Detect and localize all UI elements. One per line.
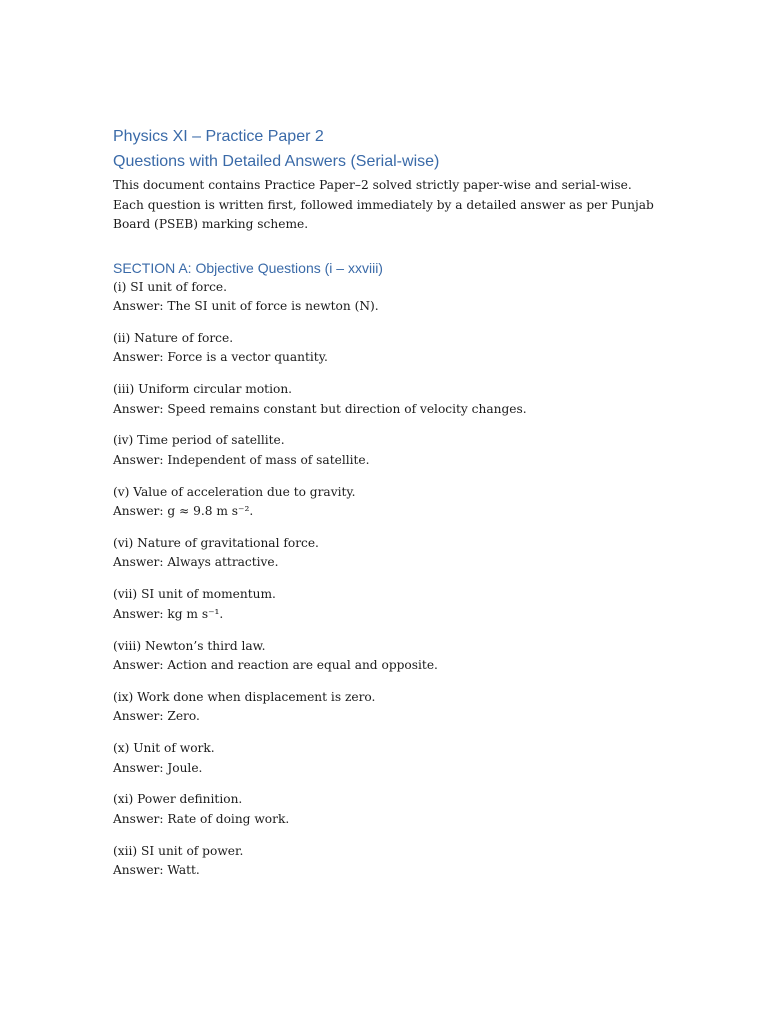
question-text: (vii) SI unit of momentum. <box>113 587 276 602</box>
question-answer-list <box>113 278 673 881</box>
answer-text: Answer: Force is a vector quantity. <box>113 350 328 365</box>
question-text: (x) Unit of work. <box>113 741 215 756</box>
question-text: (i) SI unit of force. <box>113 279 227 294</box>
answer-text: Answer: The SI unit of force is newton (N). <box>113 299 379 313</box>
answer-text: Answer: g ≈ 9.8 m s⁻². <box>113 504 254 519</box>
answer-text: Answer: Action and reaction are equal and opposite. <box>113 658 438 673</box>
list-item <box>113 790 673 829</box>
list-item <box>113 534 673 573</box>
list-item <box>113 278 673 317</box>
list-item <box>113 431 673 470</box>
question-text: (vi) Nature of gravitational force. <box>113 535 319 550</box>
question-text: (iv) Time period of satellite. <box>113 433 285 448</box>
answer-text: Answer: Speed remains constant but direction of velocity changes. <box>113 401 527 416</box>
question-text: (xii) SI unit of power. <box>113 843 244 858</box>
answer-text: Answer: Watt. <box>113 863 200 878</box>
answer-text: Answer: Always attractive. <box>113 555 279 570</box>
list-item <box>113 739 673 778</box>
list-item <box>113 688 673 727</box>
question-text: (ix) Work done when displacement is zero. <box>113 689 376 704</box>
section-a-heading: SECTION A: Objective Questions (i – xxviii) <box>113 259 383 276</box>
list-item <box>113 483 673 522</box>
answer-text: Answer: Zero. <box>113 709 200 724</box>
document-subtitle: Questions with Detailed Answers (Serial-wise) <box>113 153 440 170</box>
intro-line: Board (PSEB) marking scheme. <box>113 217 309 231</box>
answer-text: Answer: Independent of mass of satellite. <box>113 452 370 467</box>
answer-text: Answer: Rate of doing work. <box>113 811 290 826</box>
list-item <box>113 842 673 881</box>
list-item <box>113 380 673 419</box>
list-item <box>113 585 673 624</box>
document-page <box>113 124 673 893</box>
question-text: (iii) Uniform circular motion. <box>113 382 293 397</box>
list-item <box>113 329 673 368</box>
document-title: Physics XI – Practice Paper 2 <box>113 128 324 145</box>
question-text: (viii) Newton’s third law. <box>113 638 266 653</box>
question-text: (xi) Power definition. <box>113 792 243 807</box>
question-text: (v) Value of acceleration due to gravity. <box>113 484 356 499</box>
intro-paragraph <box>113 176 673 235</box>
answer-text: Answer: kg m s⁻¹. <box>113 606 224 621</box>
question-text: (ii) Nature of force. <box>113 330 234 345</box>
answer-text: Answer: Joule. <box>113 760 203 775</box>
intro-line: Each question is written first, followed immediately by a detailed answer as per Punjab <box>113 197 654 212</box>
intro-line: This document contains Practice Paper–2 solved strictly paper-wise and serial-wise. <box>113 178 632 192</box>
list-item <box>113 637 673 676</box>
